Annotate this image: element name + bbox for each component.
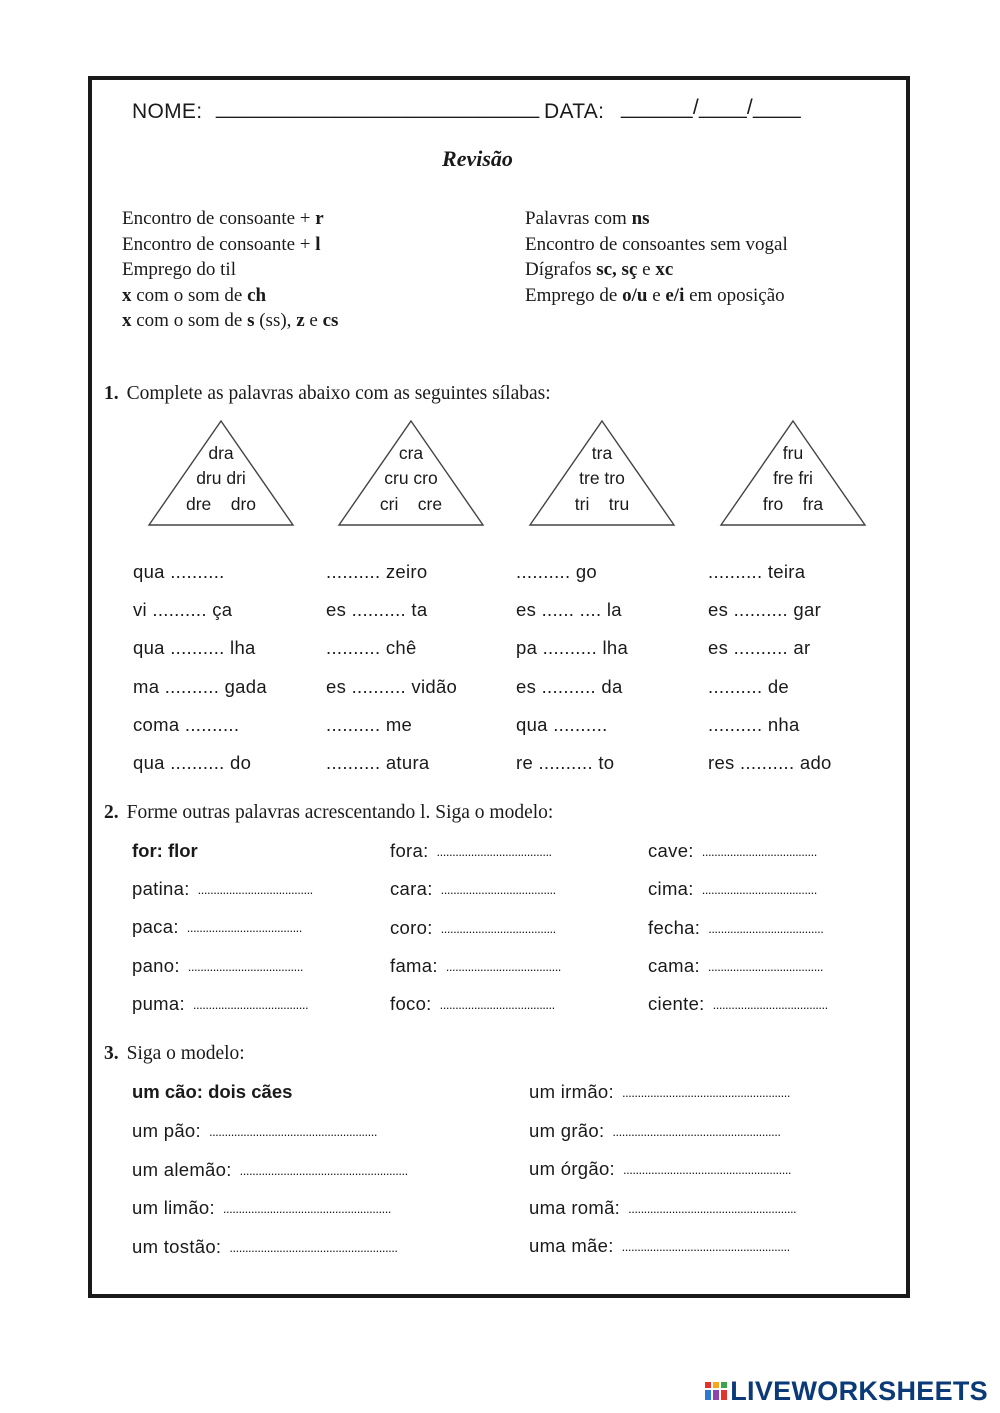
triangle-syllables: dre dro (185, 494, 257, 514)
answer-label: um pão: (132, 1120, 201, 1141)
question-3-prompt: 3. Siga o modelo: (104, 1043, 245, 1064)
answer-blank[interactable]: ..................................... (187, 958, 303, 974)
answer-row (648, 955, 886, 979)
liveworksheets-logo (704, 1376, 988, 1407)
answer-label: uma romã: (529, 1196, 621, 1218)
answer-label: fecha: (648, 916, 701, 938)
answer-label: patina: (132, 878, 190, 899)
triangle-syllables: dru dri (196, 468, 246, 488)
answer-blank[interactable]: ..................................... (701, 844, 817, 859)
triangle-syllables: tra (591, 443, 613, 463)
answer-row (648, 993, 886, 1017)
answer-row (529, 1081, 884, 1105)
fill-in-word[interactable]: es .......... ta (326, 599, 428, 621)
topic-item: x com o som de ch (122, 284, 267, 306)
answer-blank[interactable]: ..................................... (192, 996, 309, 1012)
answer-row (648, 878, 886, 902)
fill-in-word[interactable]: .......... me (326, 713, 413, 735)
answer-label: um grão: (529, 1119, 605, 1141)
answer-label: ciente: (648, 993, 705, 1015)
page-title: Revisão (442, 146, 513, 171)
answer-label: foco: (390, 993, 432, 1015)
date-label: DATA: (544, 100, 605, 123)
topic-item: x com o som de s (ss), z e cs (122, 310, 339, 331)
topics-left (122, 206, 338, 334)
answer-row (390, 840, 626, 864)
fill-in-word[interactable]: .......... atura (326, 752, 430, 773)
name-blank[interactable]: ___________________________ (216, 96, 540, 119)
triangle-syllables: cra (398, 443, 424, 463)
answer-row (529, 1120, 884, 1144)
answer-row (132, 916, 368, 940)
answer-blank[interactable]: ...................................................... (621, 1239, 790, 1254)
answer-blank[interactable]: ...................................................... (229, 1239, 398, 1255)
fill-in-word[interactable]: es .......... gar (708, 599, 822, 621)
triangle-syllables: cru cro (384, 468, 438, 488)
fill-in-word[interactable]: vi .......... ça (133, 599, 233, 621)
answer-row (390, 955, 626, 979)
answer-row (132, 1197, 486, 1221)
fill-in-word[interactable]: .......... chê (326, 637, 417, 659)
fill-in-word[interactable]: re .......... to (516, 752, 615, 773)
answer-label: pano: (132, 954, 180, 976)
q2-model: for: flor (132, 840, 198, 861)
triangle-syllables: cri cre (379, 494, 443, 514)
fill-in-word[interactable]: es .......... da (516, 675, 623, 697)
syllable-triangle (718, 418, 868, 528)
answer-row (529, 1235, 884, 1259)
fill-in-word[interactable]: qua .......... (516, 713, 608, 735)
answer-row (390, 917, 626, 941)
triangle-syllables: fru (782, 443, 804, 463)
topics-right (525, 206, 788, 308)
fill-in-word[interactable]: .......... go (516, 561, 598, 582)
answer-blank[interactable]: ...................................................... (628, 1200, 797, 1216)
triangle-syllables: tre tro (579, 468, 625, 488)
answer-blank[interactable]: ..................................... (712, 997, 828, 1013)
answer-row (132, 993, 368, 1017)
answer-blank[interactable]: ...................................................... (621, 1085, 790, 1100)
syllable-triangle (336, 418, 486, 528)
answer-row (529, 1197, 884, 1221)
answer-blank[interactable]: ..................................... (186, 920, 302, 936)
triangle-syllables: tri tru (574, 494, 630, 514)
answer-label: puma: (132, 992, 185, 1014)
q3-model: um cão: dois cães (132, 1081, 293, 1102)
answer-label: cima: (648, 878, 694, 900)
date-blank[interactable]: ______/____/____ (621, 96, 801, 119)
question-2-prompt: 2. Forme outras palavras acrescentando l. Siga o modelo: (104, 802, 554, 823)
topic-item: Emprego do til (122, 259, 236, 280)
syllable-triangle (527, 418, 677, 528)
answer-row (390, 993, 626, 1017)
answer-blank[interactable]: ...................................................... (239, 1162, 408, 1178)
answer-blank[interactable]: ..................................... (440, 920, 556, 936)
triangle-syllables: fre fri (773, 468, 813, 488)
fill-in-word[interactable]: es .......... ar (708, 637, 811, 659)
answer-blank[interactable]: ..................................... (436, 844, 552, 859)
question-1-prompt: 1. Complete as palavras abaixo com as seguintes sílabas: (104, 383, 551, 404)
answer-label: um tostão: (132, 1235, 222, 1257)
triangle-syllables: dra (208, 443, 234, 463)
answer-blank[interactable]: ..................................... (440, 882, 556, 898)
fill-in-word[interactable]: qua .......... do (133, 752, 252, 773)
answer-label: um alemão: (132, 1158, 232, 1180)
fill-in-word[interactable]: pa .......... lha (516, 637, 629, 659)
liveworksheets-logo-text: LIVEWORKSHEETS (730, 1376, 988, 1406)
answer-row (132, 1236, 486, 1260)
answer-blank[interactable]: ..................................... (707, 958, 824, 974)
answer-label: um irmão: (529, 1081, 614, 1102)
topic-item: Dígrafos sc, sç e xc (525, 259, 674, 280)
answer-row (132, 1120, 486, 1144)
answer-blank[interactable]: ..................................... (439, 997, 555, 1013)
liveworksheets-logo-icon (704, 1379, 728, 1403)
fill-in-word[interactable]: .......... de (708, 675, 790, 697)
answer-row (132, 1159, 486, 1183)
fill-in-word[interactable]: .......... teira (708, 561, 806, 582)
topic-item: Encontro de consoante + l (122, 233, 321, 255)
answer-blank[interactable]: ...................................................... (623, 1162, 792, 1177)
answer-row (648, 840, 886, 864)
topic-item: Encontro de consoantes sem vogal (525, 233, 788, 255)
answer-label: uma mãe: (529, 1235, 614, 1256)
answer-label: um limão: (132, 1197, 215, 1218)
fill-in-word[interactable]: qua .......... (133, 561, 225, 582)
answer-label: paca: (132, 916, 179, 938)
answer-blank[interactable]: ...................................................... (208, 1124, 377, 1139)
answer-row (648, 917, 886, 941)
fill-in-word[interactable]: es .......... vidão (326, 675, 458, 697)
fill-in-word[interactable]: .......... nha (708, 713, 800, 735)
topic-item: Emprego de o/u e e/i em oposição (525, 284, 785, 306)
topic-item: Encontro de consoante + r (122, 208, 324, 229)
triangle-syllables: fro fra (762, 494, 824, 514)
answer-blank[interactable]: ...................................................... (222, 1201, 391, 1216)
answer-blank[interactable]: ..................................... (445, 958, 561, 974)
fill-in-word[interactable]: es ...... .... la (516, 599, 622, 621)
answer-label: um órgão: (529, 1158, 615, 1179)
fill-in-word[interactable]: ma .......... gada (133, 675, 267, 697)
answer-label: cave: (648, 840, 694, 861)
answer-row (132, 955, 368, 979)
fill-in-word[interactable]: qua .......... lha (133, 637, 256, 659)
answer-row (390, 878, 626, 902)
fill-in-word[interactable]: .......... zeiro (326, 561, 428, 582)
fill-in-word[interactable]: coma .......... (133, 713, 240, 735)
syllable-triangle (146, 418, 296, 528)
answer-blank[interactable]: ..................................... (197, 882, 313, 897)
answer-label: cara: (390, 878, 433, 900)
topic-item: Palavras com ns (525, 208, 650, 229)
answer-row (529, 1158, 884, 1182)
answer-blank[interactable]: ...................................................... (612, 1123, 781, 1139)
answer-row (132, 878, 368, 902)
answer-blank[interactable]: ..................................... (708, 920, 824, 936)
name-label: NOME: (132, 100, 203, 123)
answer-label: cama: (648, 954, 700, 976)
answer-blank[interactable]: ..................................... (701, 882, 817, 898)
fill-in-word[interactable]: res .......... ado (708, 752, 832, 773)
answer-label: fora: (390, 840, 429, 861)
answer-label: coro: (390, 916, 433, 938)
answer-label: fama: (390, 954, 438, 976)
